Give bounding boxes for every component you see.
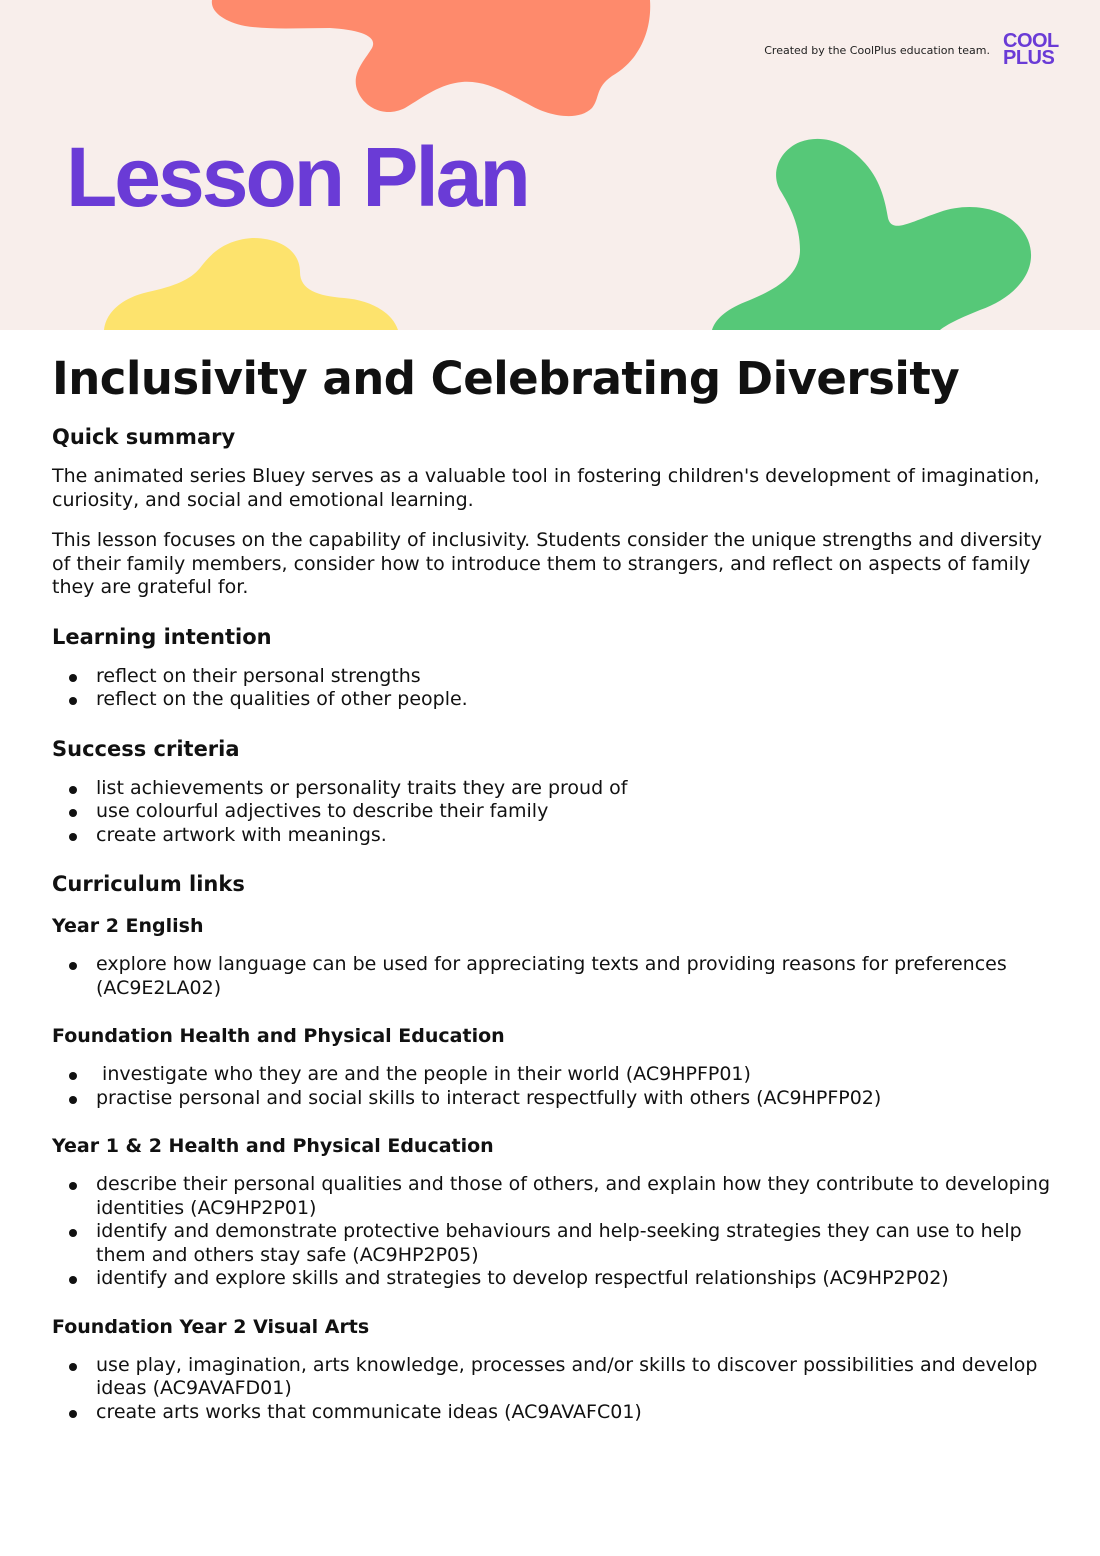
list-item: investigate who they are and the people in their world (AC9HPFP01)	[96, 1063, 1052, 1087]
learning-intention-list	[52, 665, 1052, 712]
summary-paragraph: The animated series Bluey serves as a valuable tool in fostering children's development of imagination, curiosity, and social and emotional learning.	[52, 465, 1040, 511]
document-body	[52, 350, 1052, 1424]
year1-2-hpe-heading: Year 1 & 2 Health and Physical Education	[52, 1135, 494, 1157]
lesson-plan-title: Lesson Plan	[66, 130, 528, 224]
year1-2-hpe-list	[52, 1173, 1052, 1291]
curriculum-links-heading: Curriculum links	[52, 872, 245, 896]
learning-intention-heading: Learning intention	[52, 624, 272, 649]
list-item: create arts works that communicate ideas (AC9AVAFC01)	[96, 1401, 1052, 1425]
orange-blob-shape	[212, 0, 650, 116]
coolplus-logo	[1003, 30, 1067, 69]
list-item: describe their personal qualities and those of others, and explain how they contribute to developing identities (AC9HP2P01)	[96, 1173, 1051, 1219]
list-item: reflect on the qualities of other people.	[96, 688, 1052, 712]
success-criteria-list	[52, 777, 1052, 848]
success-criteria-section	[52, 734, 1052, 848]
quick-summary-heading: Quick summary	[52, 425, 236, 449]
green-blob-shape	[712, 139, 1031, 330]
list-item: use colourful adjectives to describe their family	[96, 800, 1052, 824]
yellow-blob-shape	[104, 238, 398, 330]
year2-english-list	[52, 953, 1052, 1000]
curriculum-links-section	[52, 869, 1052, 1424]
logo-line-1: COOL	[1003, 30, 1059, 52]
list-item: practise personal and social skills to interact respectfully with others (AC9HPFP02)	[96, 1087, 1052, 1111]
quick-summary-section	[52, 422, 1052, 600]
success-criteria-heading: Success criteria	[52, 736, 240, 761]
list-item: list achievements or personality traits they are proud of	[96, 777, 1052, 801]
list-item: identify and explore skills and strategies to develop respectful relationships (AC9HP2P02)	[96, 1267, 1052, 1291]
visual-arts-heading: Foundation Year 2 Visual Arts	[52, 1315, 370, 1338]
list-item: explore how language can be used for appreciating texts and providing reasons for preferences (AC9E2LA02)	[96, 953, 1052, 1000]
logo-line-2: PLUS	[1003, 47, 1055, 69]
list-item: use play, imagination, arts knowledge, processes and/or skills to discover possibilities and develop ideas (AC9AVAFD01)	[96, 1354, 1052, 1401]
foundation-hpe-heading: Foundation Health and Physical Education	[52, 1025, 505, 1047]
visual-arts-list	[52, 1354, 1052, 1425]
list-item: identify and demonstrate protective behaviours and help-seeking strategies they can use to help them and others stay safe (AC9HP2P05)	[96, 1220, 1052, 1267]
document-title: Inclusivity and Celebrating Diversity	[52, 352, 960, 405]
credit-text: Created by the CoolPlus education team.	[764, 44, 990, 57]
foundation-hpe-list	[52, 1063, 1052, 1110]
header-banner	[0, 0, 1100, 330]
learning-intention-section	[52, 622, 1052, 712]
list-item: create artwork with meanings.	[96, 824, 1052, 848]
year2-english-heading: Year 2 English	[52, 915, 204, 937]
list-item: reflect on their personal strengths	[96, 665, 1052, 689]
summary-paragraph: This lesson focuses on the capability of inclusivity. Students consider the unique strengths and diversity of their family members, consider how to introduce them to strangers, and reflect on aspects of family they are grateful for.	[52, 529, 1042, 598]
